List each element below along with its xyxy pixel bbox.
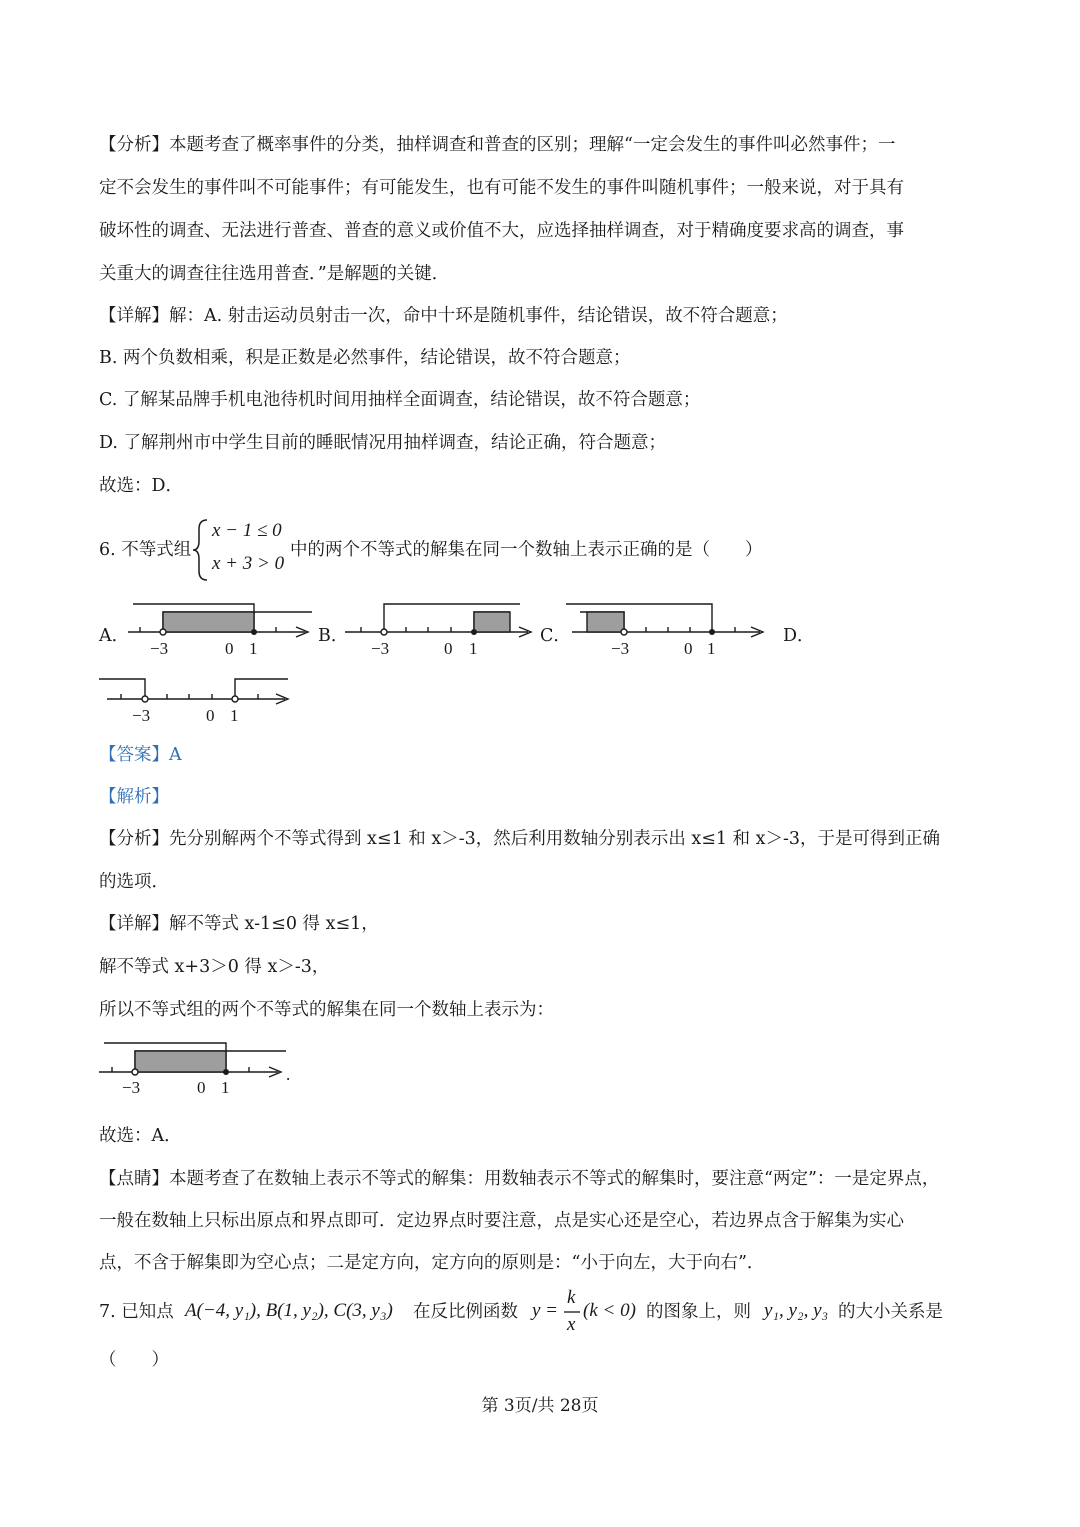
answer-line: 【答案】A (99, 745, 182, 765)
detail-choose: 故选：D． (99, 476, 184, 496)
q7-end: 的大小关系是 (838, 1302, 943, 1322)
jiexi-heading: 【解析】 (99, 787, 169, 807)
q7-bracket: （ ） (99, 1350, 169, 1370)
tick-label-0: 0 (206, 706, 215, 725)
q6-suffix: 中的两个不等式的解集在同一个数轴上表示正确的是（ ） (290, 540, 763, 560)
option-b-label: B． (318, 626, 349, 646)
q7-points: A(−4, y₁), B(1, y₂), C(3, y₃) (185, 1300, 393, 1321)
tick-label-minus3: −3 (150, 639, 169, 658)
tick-label-0: 0 (444, 639, 453, 658)
q6-analysis-line-1: 【分析】先分别解两个不等式得到 x≤1 和 x＞-3，然后利用数轴分别表示出 x≤1 和 x＞-3，于是可得到正确 (99, 829, 941, 849)
tick-label-0: 0 (225, 639, 234, 658)
q7-prefix: 7. 已知点 (99, 1302, 174, 1322)
q7-func-condition: (k < 0) (583, 1300, 636, 1321)
q7-func-denominator: x (567, 1314, 576, 1335)
detail-line-3: C. 了解某品牌手机电池待机时间用抽样全面调查，结论错误，故不符合题意； (99, 390, 701, 410)
detail-line-4: D. 了解荆州市中学生目前的睡眠情况用抽样调查，结论正确，符合题意； (99, 433, 667, 453)
q6-prefix: 6. 不等式组 (99, 540, 192, 560)
option-a-label: A． (99, 626, 130, 646)
q6-choose: 故选：A． (99, 1126, 182, 1146)
tick-label-1: 1 (707, 639, 716, 658)
tick-label-minus3: −3 (371, 639, 390, 658)
q6-comment-line-2: 一般在数轴上只标出原点和界点即可．定边界点时要注意，点是实心还是空心，若边界点含于解集为实心 (99, 1211, 904, 1231)
q6-detail-line-1: 【详解】解不等式 x-1≤0 得 x≤1， (99, 914, 379, 934)
q6-detail-line-3: 所以不等式组的两个不等式的解集在同一个数轴上表示为： (99, 1000, 554, 1020)
analysis-line-3: 破坏性的调查、无法进行普查、普查的意义或价值不大，应选择抽样调查，对于精确度要求高的调查，事 (99, 221, 904, 241)
tick-label-minus3: −3 (132, 706, 151, 725)
option-c-label: C． (540, 626, 571, 646)
tick-label-1: 1 (469, 639, 478, 658)
detail-line-2: B. 两个负数相乘，积是正数是必然事件，结论错误，故不符合题意； (99, 348, 631, 368)
q7-tail: 的图象上，则 (646, 1302, 751, 1322)
tick-label-1: 1 (221, 1078, 230, 1097)
tick-label-1: 1 (230, 706, 239, 725)
q6-comment-line-3: 点，不含于解集即为空心点；二是定方向，定方向的原则是：“小于向左，大于向右”． (99, 1253, 765, 1273)
q7-mid: 在反比例函数 (413, 1302, 518, 1322)
analysis-line-4: 关重大的调查往往选用普查．”是解题的关键． (99, 264, 450, 284)
q6-ineq-1: x − 1 ≤ 0 (212, 520, 282, 541)
q6-ineq-2: x + 3 > 0 (212, 553, 285, 574)
q7-func-numerator: k (567, 1287, 576, 1308)
q6-comment-line-1: 【点睛】本题考查了在数轴上表示不等式的解集：用数轴表示不等式的解集时，要注意“两定”：一是定界点， (99, 1169, 940, 1189)
tick-label-minus3: −3 (122, 1078, 141, 1097)
option-d-label: D． (783, 626, 815, 646)
page-footer: 第 3页/共 28页 (481, 1396, 599, 1416)
tick-label-minus3: −3 (611, 639, 630, 658)
tick-label-0: 0 (684, 639, 693, 658)
detail-line-1: 【详解】解：A. 射击运动员射击一次，命中十环是随机事件，结论错误，故不符合题意； (99, 306, 788, 326)
q6-detail-line-2: 解不等式 x+3＞0 得 x＞-3， (99, 957, 330, 977)
analysis-line-2: 定不会发生的事件叫不可能事件；有可能发生，也有可能不发生的事件叫随机事件；一般来说，对于具有 (99, 178, 904, 198)
tick-label-0: 0 (197, 1078, 206, 1097)
q7-vars: y₁, y₂, y₃ (764, 1300, 829, 1321)
analysis-line-1: 【分析】本题考查了概率事件的分类，抽样调查和普查的区别；理解“一定会发生的事件叫必然事件；一 (99, 135, 896, 155)
tick-label-1: 1 (249, 639, 258, 658)
q6-analysis-line-2: 的选项． (99, 872, 169, 892)
q7-func-lhs: y = (532, 1300, 559, 1321)
period-mark: . (286, 1065, 291, 1084)
